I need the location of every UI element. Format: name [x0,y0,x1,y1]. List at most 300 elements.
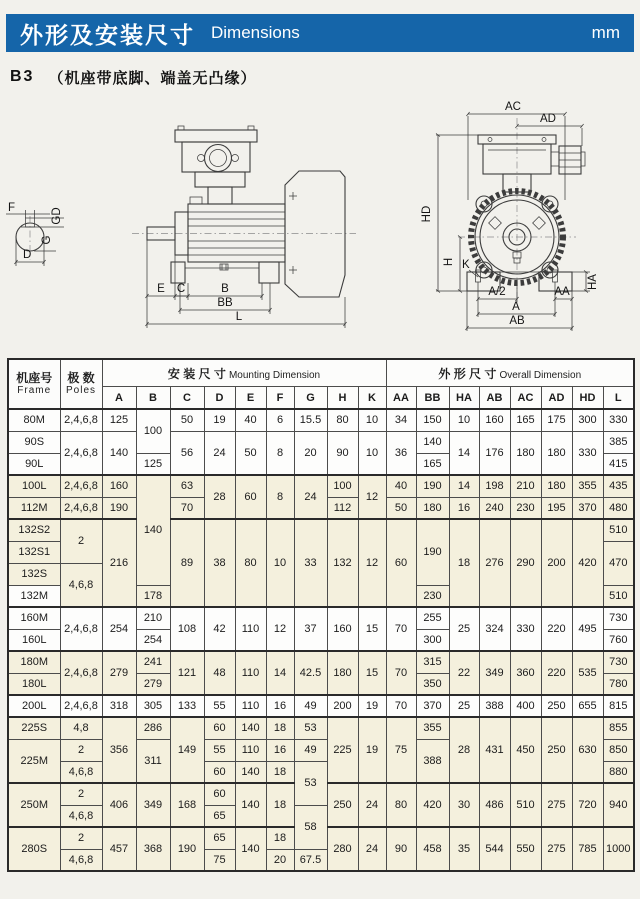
dim-label-e: E [157,283,165,295]
dim-cell: 4,6,8 [60,761,102,783]
dim-cell: 18 [266,783,294,827]
dim-cell: 254 [102,607,136,651]
dim-cell: 370 [416,695,449,717]
dim-cell: 140 [102,431,136,475]
dim-cell: 10 [266,519,294,607]
dim-cell: 90 [386,827,416,871]
dim-cell: 388 [416,739,449,783]
dim-cell: 176 [479,431,510,475]
dim-cell: 279 [102,651,136,695]
frame-cell: 132S [8,563,60,585]
dim-cell: 140 [235,717,266,739]
dim-label-hd: HD [421,205,433,223]
col-header-bb: BB [416,387,449,410]
dim-cell: 2 [60,739,102,761]
dim-label-ac: AC [505,101,521,113]
dim-cell: 165 [416,453,449,475]
frame-cell: 225S [8,717,60,739]
dim-cell: 38 [204,519,235,607]
side-dimension-lines [147,240,345,328]
dim-cell: 349 [136,783,170,827]
dim-cell: 220 [541,651,572,695]
dim-label-l: L [235,311,243,323]
col-header-ha: HA [449,387,479,410]
dim-cell: 535 [572,651,603,695]
dim-cell: 90 [327,431,358,475]
dim-cell: 385 [603,431,634,453]
col-header-d: D [204,387,235,410]
dim-cell: 216 [102,519,136,607]
dim-cell: 415 [603,453,634,475]
col-header-ab: AB [479,387,510,410]
frame-cell: 132M [8,585,60,607]
dim-cell: 470 [603,541,634,585]
dim-cell: 60 [204,717,235,739]
dim-label-b: B [221,283,229,295]
table-row [8,409,634,431]
dim-cell: 240 [479,497,510,519]
dim-cell: 318 [102,695,136,717]
dim-cell: 10 [449,409,479,431]
dim-cell: 50 [170,409,204,431]
dim-cell: 324 [479,607,510,651]
dim-cell: 53 [294,717,327,739]
dim-cell: 60 [386,519,416,607]
dim-cell: 20 [266,849,294,871]
dim-cell: 431 [479,717,510,783]
table-row [8,431,634,453]
dim-cell: 458 [416,827,449,871]
dim-cell: 60 [204,783,235,805]
dim-cell: 89 [170,519,204,607]
col-header-k: K [358,387,386,410]
dim-cell: 230 [416,585,449,607]
dim-cell: 6 [266,409,294,431]
dim-cell: 855 [603,717,634,739]
dim-cell: 18 [266,827,294,849]
dim-cell: 10 [358,409,386,431]
dim-label-a-half: A/2 [488,286,506,298]
dim-label-ha: HA [587,274,599,290]
dim-cell: 1000 [603,827,634,871]
dim-cell: 400 [510,695,541,717]
dim-cell: 370 [572,497,603,519]
dim-cell: 255 [416,607,449,629]
dim-cell: 60 [204,761,235,783]
dim-cell: 250 [541,717,572,783]
dim-cell: 250 [327,783,358,827]
dimension-table [7,358,635,872]
dim-cell: 190 [102,497,136,519]
dim-cell: 300 [572,409,603,431]
dim-cell: 42.5 [294,651,327,695]
table-row [8,519,634,541]
dim-cell: 4,6,8 [60,805,102,827]
dim-cell: 8 [266,475,294,519]
dim-cell: 70 [386,651,416,695]
dimension-table-wrap [7,358,633,872]
dim-cell: 315 [416,651,449,673]
dim-label-aa: AA [554,286,570,298]
dim-cell: 510 [603,519,634,541]
dim-cell: 125 [102,409,136,431]
dim-cell: 110 [235,651,266,695]
dim-cell: 349 [479,651,510,695]
frame-cell: 160M [8,607,60,629]
dim-cell: 330 [603,409,634,431]
dim-label-f: F [8,202,16,214]
dim-cell: 720 [572,783,603,827]
dim-cell: 150 [416,409,449,431]
dim-cell: 65 [204,827,235,849]
dim-cell: 55 [204,695,235,717]
dim-cell: 25 [449,607,479,651]
dim-cell: 35 [449,827,479,871]
dim-cell: 486 [479,783,510,827]
dim-cell: 42 [204,607,235,651]
unit-label: mm [591,23,620,42]
dim-cell: 110 [235,695,266,717]
dim-cell: 19 [204,409,235,431]
dim-cell: 33 [294,519,327,607]
dim-cell: 112 [327,497,358,519]
dim-cell: 330 [572,431,603,475]
dim-cell: 280 [327,827,358,871]
frame-cell: 80M [8,409,60,431]
dim-cell: 180 [541,475,572,497]
dim-cell: 190 [416,475,449,497]
dim-cell: 210 [136,607,170,629]
dim-cell: 286 [136,717,170,739]
dim-cell: 330 [510,607,541,651]
dim-cell: 50 [235,431,266,475]
dim-cell: 175 [541,409,572,431]
dim-cell: 815 [603,695,634,717]
dim-cell: 350 [416,673,449,695]
dim-cell: 180 [510,431,541,475]
mounting-type-subtitle [10,66,256,88]
col-header-c: C [170,387,204,410]
dim-cell: 168 [170,783,204,827]
dim-cell: 730 [603,651,634,673]
frame-cell: 180L [8,673,60,695]
dim-cell: 420 [416,783,449,827]
dim-cell: 15 [358,651,386,695]
dim-cell: 780 [603,673,634,695]
dim-cell: 160 [327,607,358,651]
page-title-en: Dimensions [211,23,300,42]
dim-cell: 19 [358,717,386,783]
frame-cell: 280S [8,827,60,871]
dim-cell: 140 [136,475,170,585]
dim-cell: 160 [102,475,136,497]
frame-cell: 132S1 [8,541,60,563]
table-row [8,607,634,629]
dim-cell: 230 [510,497,541,519]
dim-cell: 305 [136,695,170,717]
table-row [8,475,634,497]
frame-cell: 90L [8,453,60,475]
dim-cell: 149 [170,717,204,783]
dim-cell: 110 [235,607,266,651]
col-header-b: B [136,387,170,410]
dim-cell: 420 [572,519,603,607]
dim-label-ad: AD [540,113,556,125]
dim-cell: 200 [541,519,572,607]
dim-cell: 2,4,6,8 [60,497,102,519]
dim-cell: 544 [479,827,510,871]
frame-cell: 180M [8,651,60,673]
shaft-section-detail [6,202,64,266]
dim-cell: 510 [603,585,634,607]
dim-cell: 80 [327,409,358,431]
col-header-e: E [235,387,266,410]
dim-cell: 40 [386,475,416,497]
dim-cell: 495 [572,607,603,651]
motor-side-view [147,126,345,328]
frame-cell: 250M [8,783,60,827]
dim-cell: 630 [572,717,603,783]
dim-cell: 388 [479,695,510,717]
dim-cell: 2 [60,827,102,849]
dim-cell: 730 [603,607,634,629]
frame-cell: 200L [8,695,60,717]
dim-cell: 49 [294,739,327,761]
dim-cell: 16 [266,739,294,761]
dim-cell: 14 [266,651,294,695]
dim-cell: 2 [60,519,102,563]
terminal-box-end [478,135,585,192]
dim-cell: 50 [386,497,416,519]
dim-cell: 16 [449,497,479,519]
dim-cell: 36 [386,431,416,475]
dim-cell: 70 [386,607,416,651]
table-header [8,359,634,409]
dim-label-g: G [41,235,53,245]
dim-cell: 190 [170,827,204,871]
frame-cell: 132S2 [8,519,60,541]
table-row [8,651,634,673]
dim-label-k: K [462,259,470,271]
dim-cell: 250 [541,695,572,717]
dim-cell: 275 [541,783,572,827]
dim-cell: 121 [170,651,204,695]
col-header-ad: AD [541,387,572,410]
dim-cell: 2,4,6,8 [60,607,102,651]
dim-cell: 4,6,8 [60,849,102,871]
dim-cell: 25 [449,695,479,717]
dim-cell: 785 [572,827,603,871]
dim-cell: 300 [416,629,449,651]
dim-cell: 510 [510,783,541,827]
dim-cell: 550 [510,827,541,871]
dim-cell: 180 [327,651,358,695]
dim-cell: 34 [386,409,416,431]
dim-cell: 8 [266,431,294,475]
dim-cell: 12 [358,519,386,607]
dim-cell: 2,4,6,8 [60,651,102,695]
dim-cell: 210 [510,475,541,497]
col-header-aa: AA [386,387,416,410]
dim-cell: 65 [204,805,235,827]
mounting-feet-side [171,262,279,283]
frame-cell: 90S [8,431,60,453]
dim-label-gd: GD [51,207,63,225]
dim-cell: 100 [327,475,358,497]
dim-cell: 12 [358,475,386,519]
dim-cell: 2,4,6,8 [60,475,102,497]
dim-cell: 18 [266,717,294,739]
dim-cell: 14 [449,431,479,475]
dim-cell: 28 [449,717,479,783]
motor-end-view [467,191,572,291]
dim-cell: 60 [235,475,266,519]
dim-cell: 15 [358,607,386,651]
dim-cell: 480 [603,497,634,519]
terminal-box-side [175,126,257,204]
dim-cell: 241 [136,651,170,673]
dim-cell: 225 [327,717,358,783]
dim-cell: 14 [449,475,479,497]
dim-label-ab: AB [509,315,525,327]
dim-cell: 24 [358,827,386,871]
dim-cell: 56 [170,431,204,475]
table-row [8,695,634,717]
dim-cell: 24 [294,475,327,519]
dim-cell: 48 [204,651,235,695]
dim-cell: 53 [294,761,327,805]
dim-cell: 450 [510,717,541,783]
mounting-code: B3 [10,68,35,85]
dim-cell: 100 [136,409,170,453]
dim-cell: 40 [235,409,266,431]
dim-cell: 125 [136,453,170,475]
col-header-hd: HD [572,387,603,410]
col-header-ac: AC [510,387,541,410]
dim-cell: 110 [235,739,266,761]
page-title-zh: 外形及安装尺寸 [20,21,195,48]
frame-cell: 225M [8,739,60,783]
dim-label-a: A [512,301,520,313]
dim-cell: 80 [235,519,266,607]
dim-cell: 655 [572,695,603,717]
dim-cell: 80 [386,783,416,827]
dim-cell: 28 [204,475,235,519]
dim-cell: 190 [416,519,449,585]
dim-label-d: D [23,249,32,261]
dim-cell: 180 [416,497,449,519]
dim-cell: 275 [541,827,572,871]
dim-cell: 49 [294,695,327,717]
table-body [8,409,634,871]
dim-cell: 70 [170,497,204,519]
dim-cell: 24 [204,431,235,475]
dim-cell: 200 [327,695,358,717]
dim-cell: 22 [449,651,479,695]
dim-cell: 160 [479,409,510,431]
dim-label-bb: BB [217,297,233,309]
side-view-diagram [4,100,400,356]
dim-cell: 457 [102,827,136,871]
col-header-frame: 机座号 Frame [8,359,60,409]
dim-cell: 75 [204,849,235,871]
dim-cell: 55 [204,739,235,761]
dim-cell: 58 [294,805,327,849]
dim-cell: 140 [235,783,266,827]
table-row [8,717,634,739]
dim-cell: 180 [541,431,572,475]
dim-cell: 178 [136,585,170,607]
dim-cell: 15.5 [294,409,327,431]
cross-marks [289,192,297,274]
dim-cell: 850 [603,739,634,761]
dim-label-c: C [176,283,186,295]
dim-cell: 63 [170,475,204,497]
dim-cell: 311 [136,739,170,783]
dim-cell: 75 [386,717,416,783]
dim-cell: 368 [136,827,170,871]
dim-cell: 18 [449,519,479,607]
dim-cell: 4,6,8 [60,563,102,607]
section-header-mounting: 安 装 尺 寸 Mounting Dimension [102,359,386,387]
col-header-a: A [102,387,136,410]
dim-cell: 276 [479,519,510,607]
dim-cell: 2,4,6,8 [60,695,102,717]
dim-cell: 133 [170,695,204,717]
dim-cell: 165 [510,409,541,431]
dim-cell: 4,8 [60,717,102,739]
diagrams-area [0,100,640,356]
dim-cell: 2,4,6,8 [60,431,102,475]
col-header-h: H [327,387,358,410]
dim-cell: 19 [358,695,386,717]
frame-cell: 100L [8,475,60,497]
dim-cell: 24 [358,783,386,827]
frame-cell: 160L [8,629,60,651]
dim-label-h: H [443,257,455,267]
page-title-bar [6,14,634,52]
dim-cell: 70 [386,695,416,717]
dim-cell: 140 [235,761,266,783]
dim-cell: 195 [541,497,572,519]
col-header-poles: 极 数 Poles [60,359,102,409]
dim-cell: 18 [266,761,294,783]
dim-cell: 356 [102,717,136,783]
dim-cell: 880 [603,761,634,783]
dim-cell: 940 [603,783,634,827]
dim-cell: 12 [266,607,294,651]
dim-cell: 67.5 [294,849,327,871]
dim-cell: 140 [416,431,449,453]
frame-cell: 112M [8,497,60,519]
dim-cell: 355 [572,475,603,497]
col-header-f: F [266,387,294,410]
dim-cell: 355 [416,717,449,739]
dim-cell: 108 [170,607,204,651]
dim-cell: 360 [510,651,541,695]
col-header-l: L [603,387,634,410]
dim-cell: 254 [136,629,170,651]
dim-cell: 279 [136,673,170,695]
dim-cell: 37 [294,607,327,651]
dim-cell: 140 [235,827,266,871]
section-header-overall: 外 形 尺 寸 Overall Dimension [386,359,634,387]
end-view-diagram [402,100,638,356]
dim-cell: 10 [358,431,386,475]
col-header-g: G [294,387,327,410]
dim-cell: 20 [294,431,327,475]
dim-cell: 760 [603,629,634,651]
